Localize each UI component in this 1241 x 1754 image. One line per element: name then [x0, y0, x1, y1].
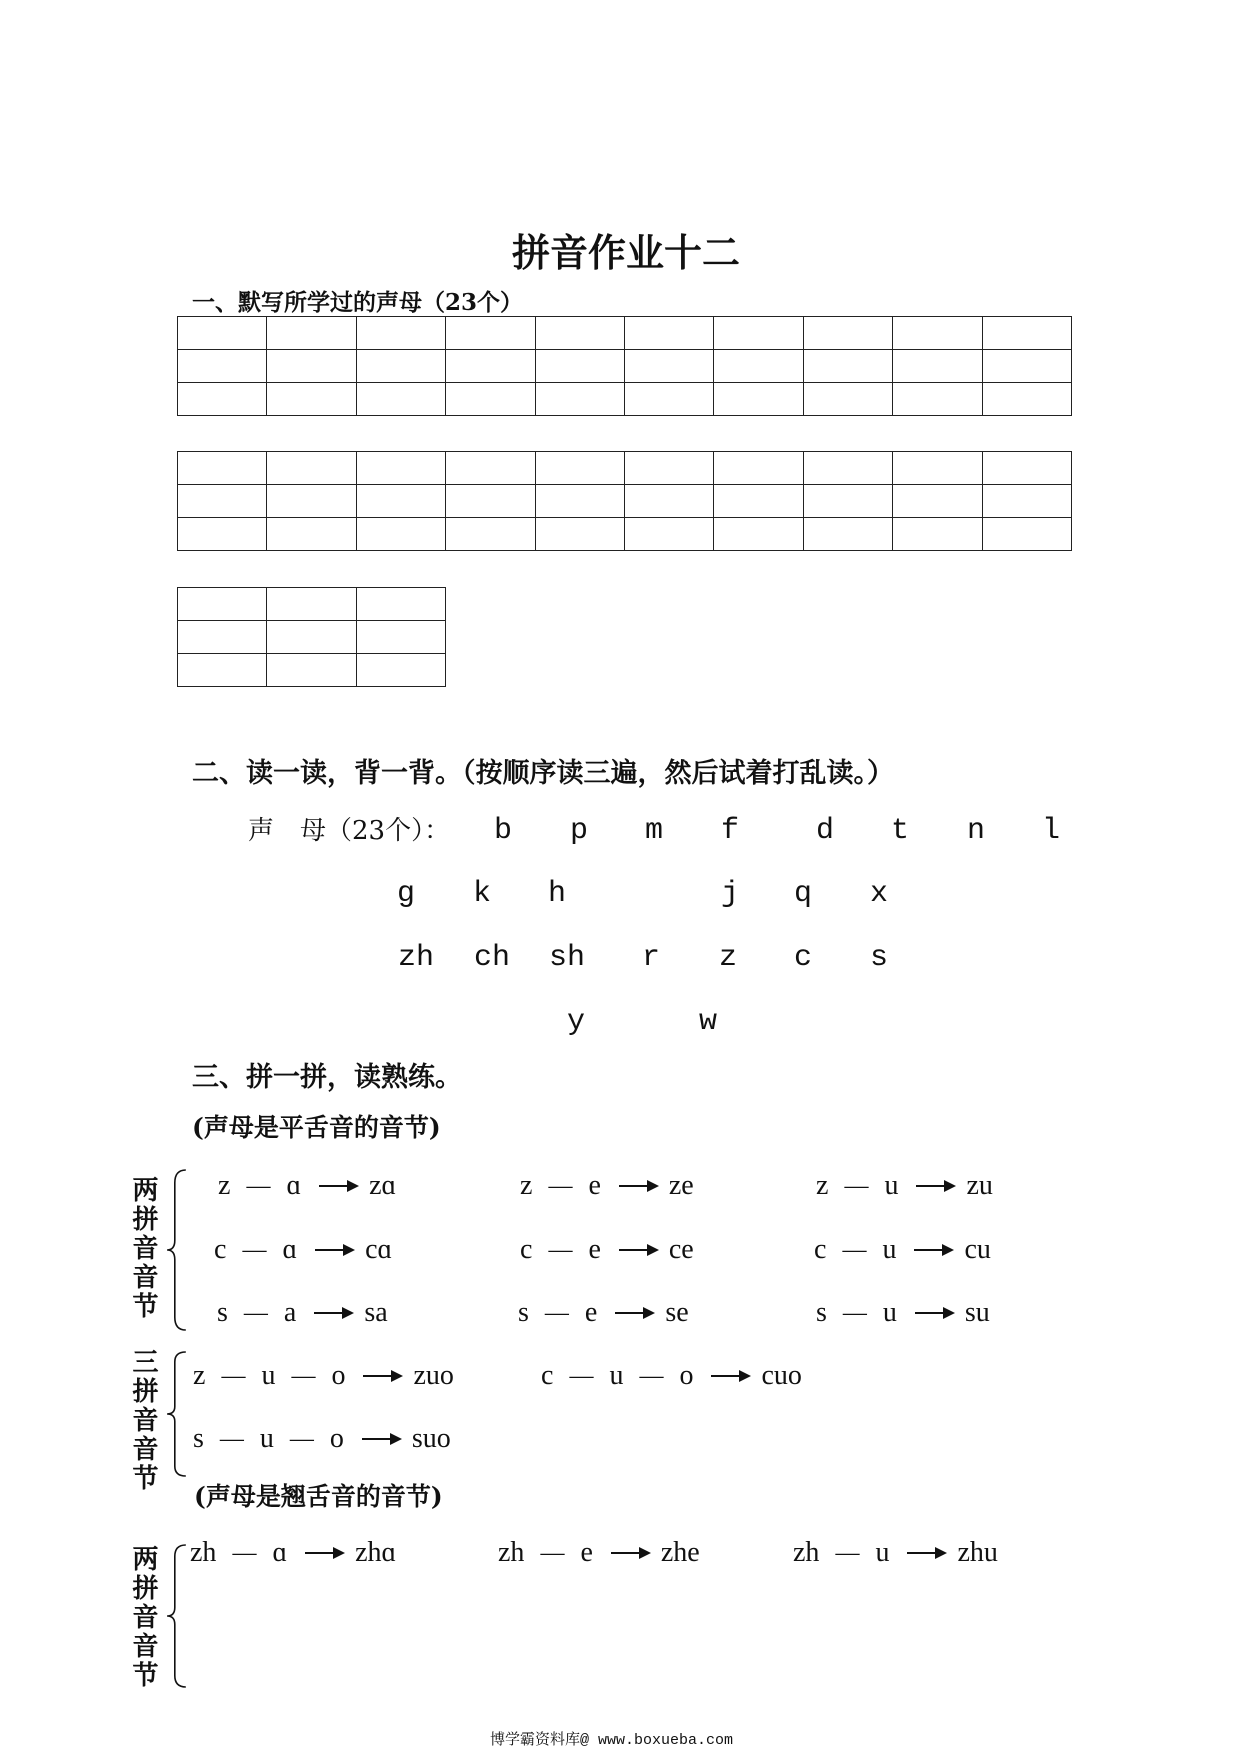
syllable-part: c: [214, 1234, 227, 1265]
answer-grid-2: [177, 451, 1072, 551]
three-part-syllable-label: 三拼音音节: [128, 1348, 158, 1493]
arrow-icon: [315, 1243, 355, 1257]
syllable-result: zhɑ: [355, 1537, 397, 1568]
answer-cell: [983, 485, 1072, 518]
syllable-result: zhe: [660, 1537, 700, 1568]
syllable-part: s: [518, 1297, 529, 1328]
syllable-part: e: [588, 1234, 601, 1265]
joining-dash: —: [246, 1173, 271, 1199]
answer-cell: [357, 317, 446, 350]
syllable-part: u: [884, 1170, 899, 1201]
initial-letter: x: [869, 877, 888, 911]
answer-cell: [267, 350, 356, 383]
initial-letter: q: [793, 877, 812, 911]
answer-grid-3: [177, 587, 446, 687]
syllable-result: zɑ: [369, 1170, 397, 1201]
answer-cell: [893, 383, 982, 416]
syllable-part: o: [331, 1360, 346, 1391]
brace-icon: [166, 1170, 188, 1330]
answer-cell: [983, 383, 1072, 416]
flat-tongue-subheading: (声母是平舌音的音节): [192, 1113, 441, 1142]
syllable-part: z: [218, 1170, 231, 1201]
syllable-result: zu: [966, 1170, 993, 1201]
spelling-item: [814, 1233, 991, 1267]
answer-cell: [804, 452, 893, 485]
answer-cell: [357, 621, 446, 654]
answer-cell: [983, 317, 1072, 350]
joining-dash: —: [548, 1173, 573, 1199]
syllable-result: su: [964, 1297, 990, 1328]
initial-letter: w: [698, 1005, 717, 1039]
retroflex-subheading: (声母是翘舌音的音节): [194, 1482, 443, 1511]
syllable-result: sa: [364, 1297, 388, 1328]
answer-cell: [536, 485, 625, 518]
syllable-part: s: [193, 1423, 204, 1454]
syllable-part: u: [875, 1537, 890, 1568]
answer-cell: [446, 485, 535, 518]
spelling-item: [498, 1536, 700, 1570]
spelling-item: [520, 1233, 694, 1267]
initial-letter: g: [396, 877, 415, 911]
answer-cell: [178, 485, 267, 518]
section2-heading: 二、读一读，背一背。（按顺序读三遍，然后试着打乱读。）: [192, 758, 894, 789]
syllable-part: zh: [498, 1537, 525, 1568]
answer-cell: [714, 317, 803, 350]
syllable-part: u: [882, 1234, 897, 1265]
answer-cell: [625, 350, 714, 383]
initial-letter: sh: [548, 941, 585, 975]
answer-cell: [178, 588, 267, 621]
answer-cell: [446, 518, 535, 551]
spelling-item: [520, 1169, 694, 1203]
arrow-icon: [916, 1179, 956, 1193]
syllable-part: o: [329, 1423, 344, 1454]
syllable-part: ɑ: [282, 1234, 298, 1265]
arrow-icon: [362, 1432, 402, 1446]
spelling-item: [193, 1359, 454, 1393]
syllable-part: zh: [793, 1537, 820, 1568]
answer-cell: [178, 518, 267, 551]
answer-cell: [267, 654, 356, 687]
arrow-icon: [611, 1546, 651, 1560]
answer-cell: [893, 317, 982, 350]
arrow-icon: [914, 1243, 954, 1257]
initial-letter: c: [793, 941, 812, 975]
syllable-part: ɑ: [286, 1170, 302, 1201]
arrow-icon: [907, 1546, 947, 1560]
initial-letter: p: [569, 814, 588, 848]
answer-cell: [536, 350, 625, 383]
answer-cell: [178, 383, 267, 416]
answer-cell: [536, 518, 625, 551]
answer-grid-1: [177, 316, 1072, 416]
syllable-part: a: [283, 1297, 297, 1328]
answer-cell: [714, 452, 803, 485]
answer-cell: [983, 350, 1072, 383]
answer-cell: [446, 383, 535, 416]
joining-dash: —: [544, 1300, 569, 1326]
answer-cell: [357, 452, 446, 485]
answer-cell: [536, 452, 625, 485]
answer-cell: [178, 452, 267, 485]
spelling-item: [190, 1536, 396, 1570]
answer-cell: [804, 317, 893, 350]
spelling-item: [217, 1296, 388, 1330]
answer-cell: [178, 350, 267, 383]
section3-heading: 三、拼一拼，读熟练。: [192, 1062, 462, 1093]
answer-cell: [178, 654, 267, 687]
answer-cell: [804, 518, 893, 551]
initial-letter: n: [966, 814, 985, 848]
syllable-part: u: [261, 1360, 276, 1391]
answer-cell: [536, 317, 625, 350]
answer-cell: [357, 588, 446, 621]
spelling-item: [193, 1422, 451, 1456]
joining-dash: —: [242, 1237, 267, 1263]
answer-cell: [357, 485, 446, 518]
syllable-part: e: [580, 1537, 593, 1568]
initial-letter: z: [718, 941, 737, 975]
joining-dash: —: [842, 1237, 867, 1263]
answer-cell: [804, 485, 893, 518]
initial-letter: l: [1041, 814, 1060, 848]
syllable-result: ce: [668, 1234, 694, 1265]
answer-cell: [714, 485, 803, 518]
answer-cell: [446, 317, 535, 350]
syllable-part: u: [259, 1423, 274, 1454]
answer-cell: [625, 452, 714, 485]
joining-dash: —: [291, 1363, 316, 1389]
answer-cell: [446, 350, 535, 383]
joining-dash: —: [844, 1173, 869, 1199]
arrow-icon: [305, 1546, 345, 1560]
brace-icon: [166, 1352, 188, 1476]
joining-dash: —: [219, 1426, 244, 1452]
arrow-icon: [314, 1306, 354, 1320]
answer-cell: [178, 317, 267, 350]
joining-dash: —: [289, 1426, 314, 1452]
initial-letter: t: [890, 814, 909, 848]
arrow-icon: [915, 1306, 955, 1320]
answer-cell: [625, 383, 714, 416]
answer-cell: [267, 518, 356, 551]
syllable-part: u: [882, 1297, 897, 1328]
spelling-item: [218, 1169, 396, 1203]
answer-cell: [804, 383, 893, 416]
syllable-result: cuo: [761, 1360, 802, 1391]
answer-cell: [267, 485, 356, 518]
initial-letter: h: [547, 877, 566, 911]
answer-cell: [357, 350, 446, 383]
initial-letter: ch: [473, 941, 510, 975]
initials-label: 声 母（23个）：: [248, 816, 451, 846]
answer-cell: [893, 350, 982, 383]
answer-cell: [893, 452, 982, 485]
initial-letter: s: [869, 941, 888, 975]
joining-dash: —: [232, 1540, 257, 1566]
arrow-icon: [619, 1243, 659, 1257]
answer-cell: [178, 621, 267, 654]
syllable-part: s: [816, 1297, 827, 1328]
two-part-syllable-label: 两拼音音节: [128, 1545, 158, 1690]
initial-letter: m: [644, 814, 663, 848]
joining-dash: —: [221, 1363, 246, 1389]
answer-cell: [357, 383, 446, 416]
answer-cell: [267, 588, 356, 621]
arrow-icon: [619, 1179, 659, 1193]
syllable-part: z: [520, 1170, 533, 1201]
spelling-item: [816, 1296, 990, 1330]
syllable-part: u: [609, 1360, 624, 1391]
joining-dash: —: [548, 1237, 573, 1263]
spelling-item: [793, 1536, 998, 1570]
answer-cell: [893, 485, 982, 518]
answer-cell: [625, 485, 714, 518]
initial-letter: f: [720, 814, 739, 848]
arrow-icon: [615, 1306, 655, 1320]
initial-letter: d: [815, 814, 834, 848]
spelling-item: [518, 1296, 689, 1330]
spelling-item: [816, 1169, 993, 1203]
syllable-part: z: [816, 1170, 829, 1201]
syllable-part: ɑ: [272, 1537, 288, 1568]
section1-heading: 一、默写所学过的声母（23个）: [192, 289, 524, 316]
answer-cell: [983, 518, 1072, 551]
syllable-part: zh: [190, 1537, 217, 1568]
syllable-result: cɑ: [365, 1234, 393, 1265]
initial-letter: y: [566, 1005, 585, 1039]
answer-cell: [267, 383, 356, 416]
initial-letter: k: [472, 877, 491, 911]
two-part-syllable-label: 两拼音音节: [128, 1176, 158, 1321]
page-title: 拼音作业十二: [511, 230, 740, 275]
answer-cell: [536, 383, 625, 416]
arrow-icon: [711, 1369, 751, 1383]
answer-cell: [804, 350, 893, 383]
syllable-part: o: [679, 1360, 694, 1391]
syllable-part: e: [588, 1170, 601, 1201]
answer-cell: [714, 518, 803, 551]
syllable-part: c: [541, 1360, 554, 1391]
syllable-result: zuo: [413, 1360, 454, 1391]
joining-dash: —: [842, 1300, 867, 1326]
answer-cell: [357, 518, 446, 551]
syllable-part: e: [584, 1297, 598, 1328]
answer-cell: [267, 621, 356, 654]
answer-cell: [446, 452, 535, 485]
joining-dash: —: [540, 1540, 565, 1566]
answer-cell: [625, 518, 714, 551]
joining-dash: —: [569, 1363, 594, 1389]
arrow-icon: [363, 1369, 403, 1383]
spelling-item: [214, 1233, 392, 1267]
answer-cell: [983, 452, 1072, 485]
joining-dash: —: [835, 1540, 860, 1566]
initial-letter: b: [493, 814, 512, 848]
answer-cell: [714, 350, 803, 383]
answer-cell: [714, 383, 803, 416]
syllable-result: ze: [668, 1170, 694, 1201]
syllable-part: c: [520, 1234, 533, 1265]
answer-cell: [625, 317, 714, 350]
syllable-result: zhu: [957, 1537, 998, 1568]
answer-cell: [267, 452, 356, 485]
initial-letter: zh: [397, 941, 434, 975]
answer-cell: [893, 518, 982, 551]
answer-cell: [267, 317, 356, 350]
arrow-icon: [319, 1179, 359, 1193]
spelling-item: [541, 1359, 802, 1393]
joining-dash: —: [639, 1363, 664, 1389]
syllable-result: suo: [411, 1423, 451, 1454]
joining-dash: —: [243, 1300, 268, 1326]
initial-letter: j: [720, 877, 739, 911]
footer-watermark: 博学霸资料库@ www.boxueba.com: [490, 1732, 734, 1749]
syllable-part: z: [193, 1360, 206, 1391]
brace-icon: [166, 1545, 188, 1687]
syllable-part: c: [814, 1234, 827, 1265]
syllable-result: cu: [964, 1234, 991, 1265]
syllable-part: s: [217, 1297, 228, 1328]
initial-letter: r: [641, 941, 660, 975]
syllable-result: se: [665, 1297, 689, 1328]
answer-cell: [357, 654, 446, 687]
